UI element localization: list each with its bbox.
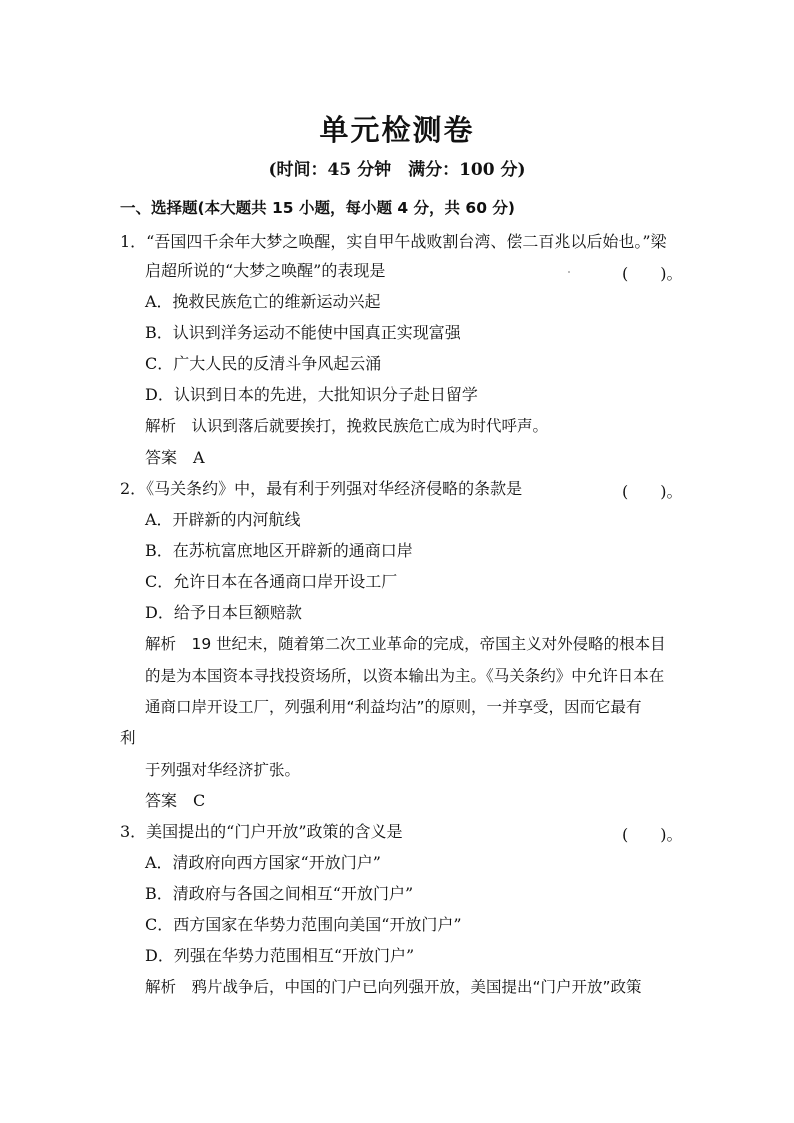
q1-explanation: 解析 认识到落后就要挨打，挽救民族危亡成为时代呼声。 [145, 417, 549, 435]
q2-option-d: D．给予日本巨额赔款 [145, 603, 302, 622]
q2-explanation-line2: 的是为本国资本寻找投资场所，以资本输出为主。《马关条约》中允许日本在 [145, 667, 665, 685]
scan-dot [568, 271, 570, 273]
q1-option-b: B．认识到洋务运动不能使中国真正实现富强 [145, 323, 461, 342]
q2-option-a: A．开辟新的内河航线 [145, 510, 301, 529]
exam-time-score: (时间：45 分钟 满分：100 分) [268, 160, 526, 180]
q2-stem: 2．《马关条约》中，最有利于列强对华经济侵略的条款是 [120, 479, 523, 498]
q3-stem: 3．美国提出的“门户开放”政策的含义是 [120, 822, 403, 841]
q3-option-c: C．西方国家在华势力范围向美国“开放门户” [145, 915, 462, 934]
q2-explanation-line1: 解析 19 世纪末，随着第二次工业革命的完成，帝国主义对外侵略的根本目 [145, 635, 666, 653]
q1-option-c: C．广大人民的反清斗争风起云涌 [145, 354, 382, 373]
q1-stem-line2: 启超所说的“大梦之唤醒”的表现是 [145, 261, 386, 280]
section-heading: 一、选择题(本大题共 15 小题，每小题 4 分，共 60 分) [120, 199, 515, 217]
q2-answer-blank: ( )。 [622, 482, 683, 501]
q3-option-b: B．清政府与各国之间相互“开放门户” [145, 884, 414, 903]
q3-answer-blank: ( )。 [622, 825, 683, 844]
q2-option-c: C．允许日本在各通商口岸开设工厂 [145, 572, 398, 591]
q1-stem-line1: 1．“吾国四千余年大梦之唤醒，实自甲午战败割台湾、偿二百兆以后始也。”梁 [120, 232, 667, 251]
page-title: 单元检测卷 [319, 113, 475, 147]
q2-answer: 答案 C [145, 791, 206, 810]
q3-explanation-line1: 解析 鸦片战争后，中国的门户已向列强开放，美国提出“门户开放”政策 [145, 978, 642, 996]
q1-answer-blank: ( )。 [622, 264, 683, 283]
q1-option-a: A．挽救民族危亡的维新运动兴起 [145, 292, 381, 311]
q3-option-d: D．列强在华势力范围相互“开放门户” [145, 946, 415, 965]
q1-answer: 答案 A [145, 448, 205, 467]
q1-option-d: D．认识到日本的先进，大批知识分子赴日留学 [145, 385, 478, 404]
q2-explanation-line3: 通商口岸开设工厂，列强利用“利益均沾”的原则，一并享受，因而它最有 [145, 698, 642, 716]
q3-option-a: A．清政府向西方国家“开放门户” [145, 853, 381, 872]
q2-explanation-line4: 利 [120, 729, 136, 747]
q2-option-b: B．在苏杭富庶地区开辟新的通商口岸 [145, 541, 413, 560]
q2-explanation-line5: 于列强对华经济扩张。 [145, 761, 301, 779]
